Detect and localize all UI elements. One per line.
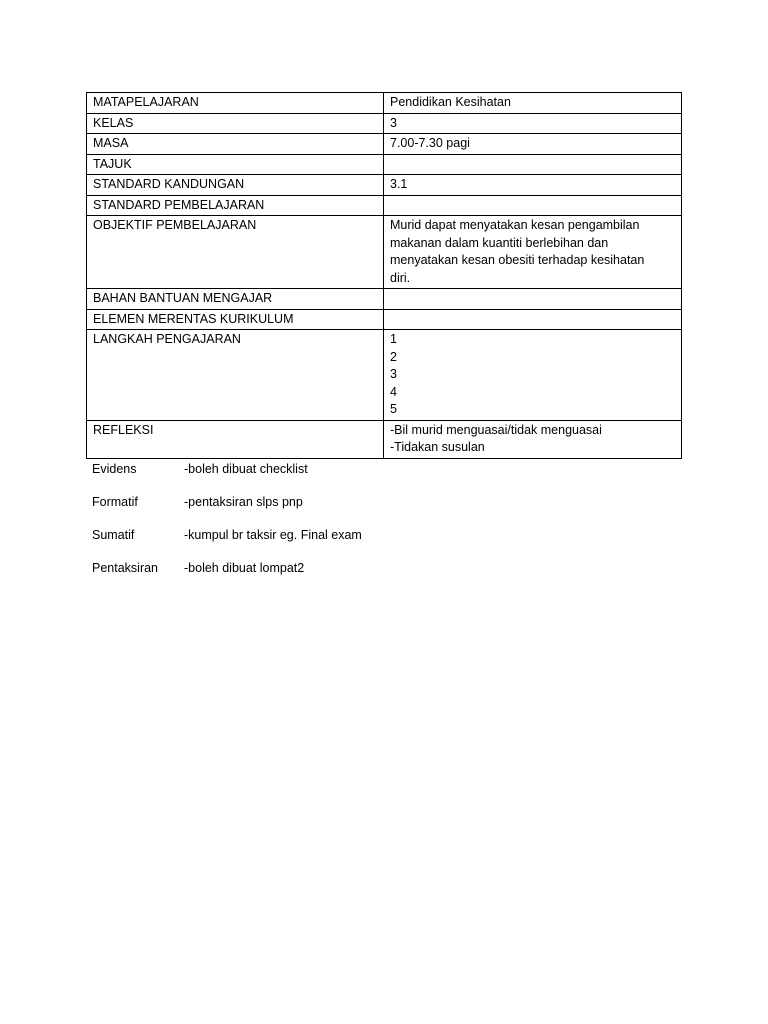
row-label: BAHAN BANTUAN MENGAJAR [87, 289, 384, 310]
row-label: REFLEKSI [87, 420, 384, 458]
table-row [87, 93, 682, 114]
reflection-line: -Tidakan susulan [390, 440, 485, 454]
step-number: 2 [390, 349, 397, 364]
note-term: Pentaksiran [92, 561, 159, 575]
row-value [384, 154, 682, 175]
row-label: LANGKAH PENGAJARAN [87, 330, 384, 421]
row-value [384, 289, 682, 310]
reflection-line: -Bil murid menguasai/tidak menguasai [390, 422, 602, 437]
table-row [87, 330, 682, 421]
row-label: TAJUK [87, 154, 384, 175]
table-row [87, 154, 682, 175]
step-number: 5 [390, 402, 397, 416]
list-item [92, 528, 362, 561]
step-number: 1 [390, 332, 397, 346]
note-description: -pentaksiran slps pnp [184, 495, 303, 509]
row-label: MATAPELAJARAN [87, 93, 384, 114]
note-term: Formatif [92, 495, 138, 509]
row-value: 3.1 [384, 175, 682, 196]
row-label: ELEMEN MERENTAS KURIKULUM [87, 309, 384, 330]
note-description: -boleh dibuat checklist [184, 462, 308, 476]
row-value [384, 195, 682, 216]
notes-list [92, 462, 362, 594]
row-label: STANDARD PEMBELAJARAN [87, 195, 384, 216]
list-item [92, 561, 362, 594]
row-value: 3 [384, 113, 682, 134]
table-row [87, 195, 682, 216]
note-description: -boleh dibuat lompat2 [184, 561, 305, 575]
step-number: 4 [390, 384, 397, 399]
row-value: Murid dapat menyatakan kesan pengambilan makanan dalam kuantiti berlebihan dan menyatakan kesan obesiti terhadap kesihatan diri. [384, 216, 682, 289]
row-label: KELAS [87, 113, 384, 134]
row-value: 7.00-7.30 pagi [384, 134, 682, 155]
note-term: Sumatif [92, 528, 135, 542]
table-row [87, 289, 682, 310]
note-description: -kumpul br taksir eg. Final exam [184, 528, 362, 542]
row-label: OBJEKTIF PEMBELAJARAN [87, 216, 384, 289]
table-row [87, 113, 682, 134]
lesson-plan-table [86, 92, 682, 459]
list-item [92, 462, 362, 495]
table-row [87, 175, 682, 196]
row-label: STANDARD KANDUNGAN [87, 175, 384, 196]
table-row [87, 216, 682, 289]
row-value [384, 309, 682, 330]
note-term: Evidens [92, 462, 137, 476]
row-value-list [384, 330, 682, 421]
table-row [87, 134, 682, 155]
row-value-list [384, 420, 682, 458]
table-row [87, 420, 682, 458]
step-number: 3 [390, 367, 397, 381]
row-value: Pendidikan Kesihatan [384, 93, 682, 114]
table-row [87, 309, 682, 330]
row-label: MASA [87, 134, 384, 155]
list-item [92, 495, 362, 528]
